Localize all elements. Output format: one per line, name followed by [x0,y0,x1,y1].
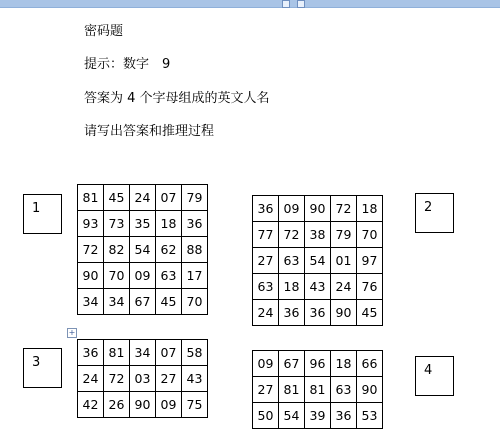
grid-cell: 70 [182,289,208,315]
grid-cell: 17 [182,263,208,289]
grid-row [78,237,208,263]
grid-cell: 45 [357,300,383,326]
grid-row [78,340,208,366]
ruler-bar [0,0,500,8]
grid-cell: 81 [78,185,104,211]
grid-row [253,196,383,222]
grid-cell: 34 [104,289,130,315]
grid-cell: 73 [104,211,130,237]
label-box-1: 1 [23,194,62,234]
grid-cell: 72 [78,237,104,263]
grid-cell: 82 [104,237,130,263]
grid-cell: 36 [182,211,208,237]
doc-request: 请写出答案和推理过程 [84,124,215,139]
grid-cell: 90 [305,196,331,222]
grid-cell: 81 [104,340,130,366]
grid-cell: 45 [104,185,130,211]
doc-hint: 提示：数字 9 [84,57,171,72]
number-grid-1 [77,184,208,315]
doc-answer-desc: 答案为 4 个字母组成的英文人名 [84,91,270,106]
grid-row [253,248,383,274]
grid-cell: 27 [253,248,279,274]
grid-cell: 81 [279,377,305,403]
grid-cell: 24 [130,185,156,211]
grid-cell: 09 [253,351,279,377]
number-grid-2 [252,195,383,326]
grid-cell: 81 [305,377,331,403]
grid-row [253,403,383,429]
grid-cell: 67 [279,351,305,377]
grid-cell: 36 [331,403,357,429]
grid-cell: 96 [305,351,331,377]
grid-cell: 09 [130,263,156,289]
grid-row [78,185,208,211]
grid-cell: 63 [279,248,305,274]
grid-row [253,377,383,403]
grid-row [253,300,383,326]
grid-cell: 36 [279,300,305,326]
grid-cell: 90 [357,377,383,403]
grid-row [78,211,208,237]
label-box-4: 4 [415,356,454,396]
grid-row [78,263,208,289]
grid-cell: 35 [130,211,156,237]
grid-cell: 75 [182,392,208,418]
grid-cell: 24 [331,274,357,300]
grid-cell: 43 [182,366,208,392]
grid-cell: 18 [331,351,357,377]
grid-cell: 24 [253,300,279,326]
grid-cell: 36 [253,196,279,222]
grid-cell: 54 [305,248,331,274]
grid-cell: 09 [279,196,305,222]
doc-title: 密码题 [84,24,124,39]
grid-cell: 53 [357,403,383,429]
grid-cell: 45 [156,289,182,315]
grid-cell: 79 [182,185,208,211]
grid-cell: 90 [130,392,156,418]
grid-cell: 54 [279,403,305,429]
grid-cell: 34 [78,289,104,315]
grid-cell: 50 [253,403,279,429]
grid-cell: 72 [279,222,305,248]
ruler-marker-icon[interactable] [282,0,290,8]
grid-cell: 79 [331,222,357,248]
grid-cell: 67 [130,289,156,315]
grid-cell: 27 [156,366,182,392]
grid-cell: 62 [156,237,182,263]
number-grid-3 [77,339,208,418]
grid-cell: 36 [305,300,331,326]
number-grid-4 [252,350,383,429]
grid-cell: 76 [357,274,383,300]
grid-cell: 72 [104,366,130,392]
grid-cell: 07 [156,340,182,366]
label-box-3: 3 [23,348,62,388]
grid-cell: 93 [78,211,104,237]
grid-row [78,366,208,392]
grid-cell: 77 [253,222,279,248]
grid-row [78,392,208,418]
grid-cell: 88 [182,237,208,263]
grid-cell: 90 [78,263,104,289]
grid-row [253,222,383,248]
grid-row [253,351,383,377]
grid-row [78,289,208,315]
grid-cell: 70 [104,263,130,289]
grid-cell: 26 [104,392,130,418]
grid-cell: 07 [156,185,182,211]
label-box-2: 2 [415,193,454,233]
grid-cell: 97 [357,248,383,274]
grid-cell: 54 [130,237,156,263]
grid-cell: 63 [253,274,279,300]
grid-row [253,274,383,300]
grid-cell: 63 [331,377,357,403]
grid-cell: 18 [357,196,383,222]
grid-cell: 72 [331,196,357,222]
grid-cell: 01 [331,248,357,274]
grid-cell: 63 [156,263,182,289]
grid-cell: 42 [78,392,104,418]
grid-cell: 27 [253,377,279,403]
grid-cell: 36 [78,340,104,366]
grid-cell: 34 [130,340,156,366]
grid-cell: 66 [357,351,383,377]
grid-cell: 18 [279,274,305,300]
grid-cell: 03 [130,366,156,392]
ruler-marker-icon[interactable] [297,0,305,8]
grid-cell: 09 [156,392,182,418]
grid-cell: 90 [331,300,357,326]
table-move-handle-icon[interactable]: + [68,328,76,337]
grid-cell: 18 [156,211,182,237]
grid-cell: 39 [305,403,331,429]
grid-cell: 38 [305,222,331,248]
grid-cell: 43 [305,274,331,300]
grid-cell: 70 [357,222,383,248]
grid-cell: 58 [182,340,208,366]
grid-cell: 24 [78,366,104,392]
